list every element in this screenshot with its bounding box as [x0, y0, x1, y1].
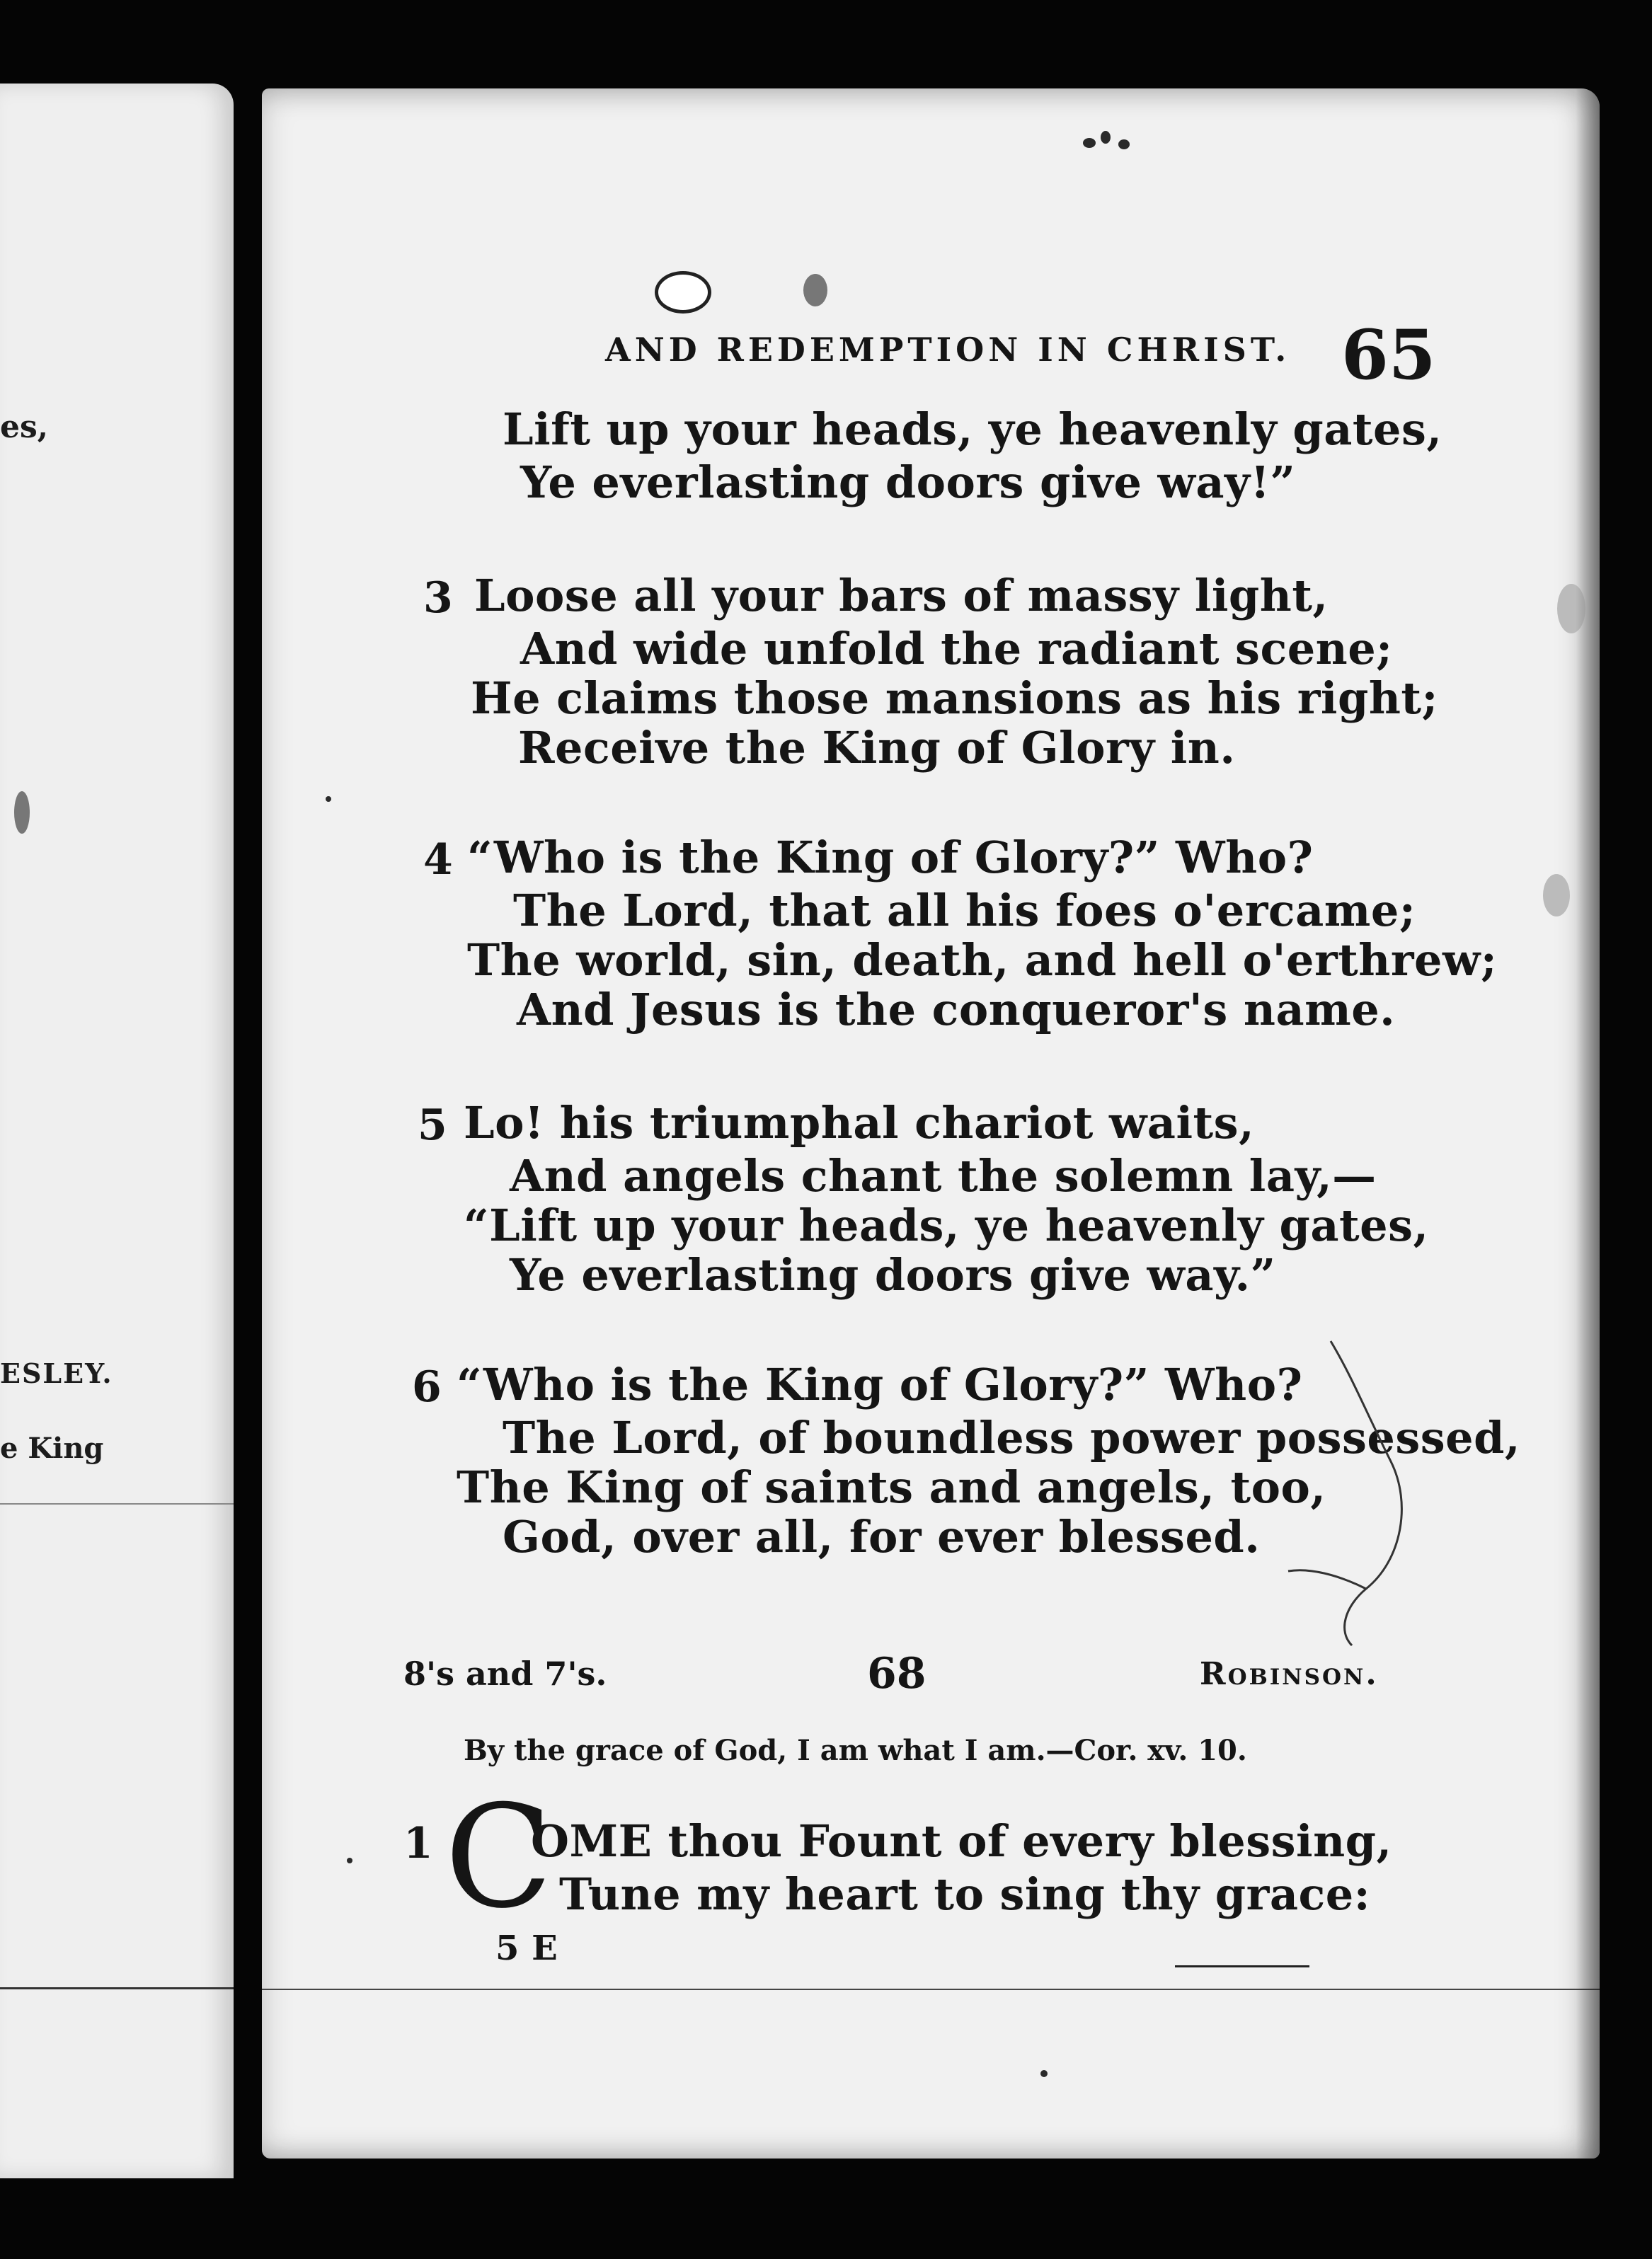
stanza-number: 6: [412, 1362, 442, 1412]
verse-line: Lift up your heads, ye heavenly gates,: [503, 403, 1442, 455]
verse-line: Ye everlasting doors give way.”: [510, 1249, 1276, 1301]
page-number: 65: [1341, 315, 1436, 395]
verse-line: The Lord, of boundless power possessed,: [503, 1412, 1521, 1464]
verse-line: God, over all, for ever blessed.: [503, 1511, 1261, 1563]
verse-line: OME thou Fount of every blessing,: [531, 1815, 1392, 1867]
left-page-fragment: e King: [0, 1432, 104, 1465]
verse-line: “Lift up your heads, ye heavenly gates,: [464, 1200, 1429, 1251]
verse-line: Receive the King of Glory in.: [518, 722, 1236, 774]
verse-line: “Who is the King of Glory?” Who?: [457, 1359, 1303, 1410]
verse-line: Tune my heart to sing thy grace:: [559, 1868, 1371, 1920]
left-page-rule: [0, 1987, 234, 1989]
ink-speck: [1101, 131, 1111, 144]
pencil-bracket-mark: [1260, 1334, 1423, 1652]
verse-line: And wide unfold the radiant scene;: [520, 623, 1393, 674]
printer-signature: 5 E: [495, 1929, 558, 1968]
ink-blot: [803, 274, 827, 306]
ink-blot: [1543, 874, 1570, 916]
stanza-number: 5: [418, 1100, 447, 1150]
ink-blot: [14, 791, 30, 834]
verse-line: And Jesus is the conqueror's name.: [517, 984, 1396, 1035]
left-page-rule: [0, 1503, 234, 1505]
ink-blot: [1557, 584, 1585, 633]
hymn-number: 68: [867, 1649, 927, 1698]
running-head: AND REDEMPTION IN CHRIST.: [605, 330, 1291, 369]
short-rule: [1175, 1965, 1309, 1967]
ink-speck: [326, 796, 331, 802]
stanza-number: 1: [403, 1819, 433, 1868]
verse-line: The King of saints and angels, too,: [457, 1461, 1326, 1513]
ink-speck: [1083, 138, 1096, 148]
verse-line: And angels chant the solemn lay,—: [510, 1150, 1377, 1202]
ink-speck: [347, 1858, 352, 1863]
ink-blot: [655, 271, 711, 314]
scripture-epigraph: By the grace of God, I am what I am.—Cor. xv. 10.: [464, 1734, 1247, 1767]
ink-speck: [1118, 139, 1130, 149]
verse-line: Lo! his triumphal chariot waits,: [464, 1097, 1255, 1149]
verse-line: The world, sin, death, and hell o'erthrew;: [467, 934, 1498, 986]
hymnal-page: [262, 88, 1600, 2159]
left-page-fragment: es,: [0, 409, 49, 445]
bottom-rule: [262, 1989, 1600, 1990]
stanza-number: 4: [423, 835, 453, 885]
drop-cap: C: [444, 1775, 553, 1940]
hymn-heading: [262, 1649, 1600, 1706]
left-page-fragment: ESLEY.: [0, 1357, 113, 1389]
ink-speck: [1040, 2070, 1048, 2077]
verse-line: “Who is the King of Glory?” Who?: [467, 832, 1314, 883]
verse-line: Ye everlasting doors give way!”: [520, 456, 1296, 508]
hymn-author: Robinson.: [1200, 1656, 1379, 1692]
verse-line: He claims those mansions as his right;: [471, 672, 1438, 724]
verse-line: Loose all your bars of massy light,: [474, 570, 1329, 621]
page-header: [605, 315, 1539, 395]
left-facing-page: [0, 84, 234, 2178]
stanza-number: 3: [423, 573, 453, 623]
hymn-meter: 8's and 7's.: [403, 1655, 607, 1693]
verse-line: The Lord, that all his foes o'ercame;: [513, 885, 1416, 936]
